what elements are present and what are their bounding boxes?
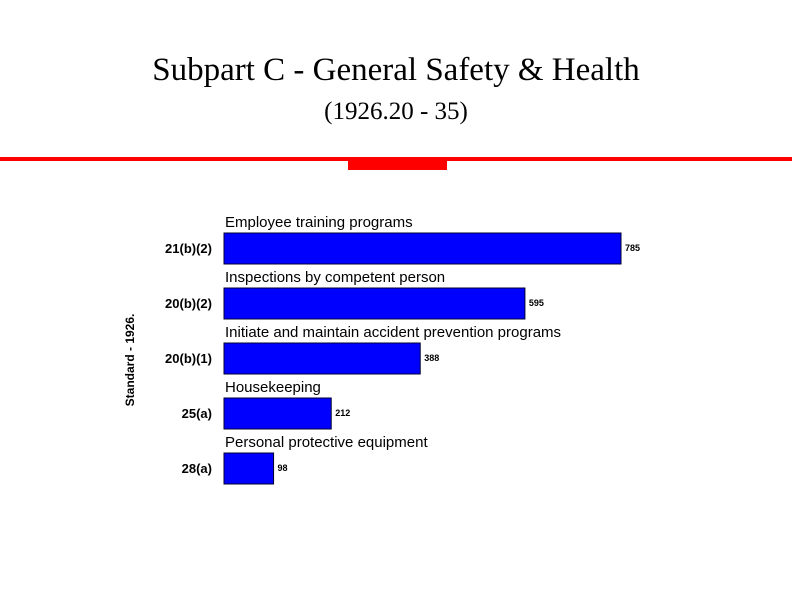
bars-group (165, 214, 640, 484)
category-tick-label: 20(b)(2) (165, 296, 212, 311)
slide-subtitle: (1926.20 - 35) (324, 98, 468, 125)
bar-description: Inspections by competent person (225, 269, 446, 286)
bar-value-label: 212 (335, 408, 351, 418)
bar-value-label: 785 (625, 243, 641, 253)
slide-title: Subpart C - General Safety & Health (152, 52, 640, 88)
bar-description: Personal protective equipment (225, 434, 428, 451)
bar-value-label: 595 (528, 298, 544, 308)
bar (224, 343, 420, 374)
bar (224, 453, 274, 484)
bar-value-label: 388 (424, 353, 440, 363)
bar-description: Initiate and maintain accident prevention programs (225, 324, 562, 341)
category-tick-label: 28(a) (181, 461, 212, 476)
bar-description: Employee training programs (225, 214, 413, 231)
bar (224, 398, 331, 429)
bar-description: Housekeeping (225, 379, 321, 396)
y-axis-label: Standard - 1926. (123, 313, 137, 407)
category-tick-label: 20(b)(1) (165, 351, 212, 366)
bar (224, 288, 525, 319)
bar-value-label: 98 (277, 463, 288, 473)
category-tick-label: 25(a) (181, 406, 212, 421)
bar (224, 233, 621, 264)
category-tick-label: 21(b)(2) (165, 241, 212, 256)
